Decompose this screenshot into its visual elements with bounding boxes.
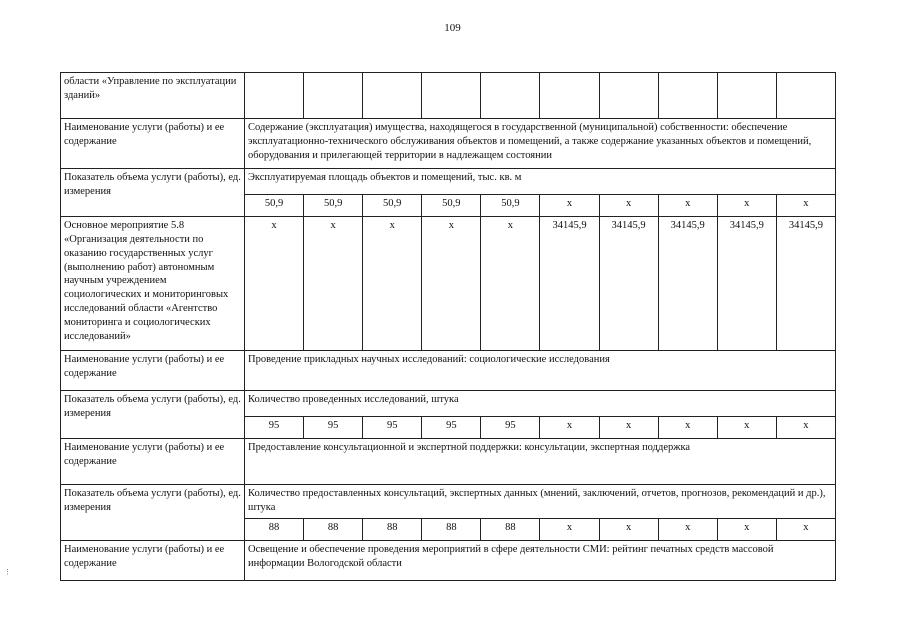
value-cell: х — [540, 417, 599, 439]
value-cell: х — [776, 195, 835, 217]
value-cell: 95 — [481, 417, 540, 439]
value-cell: х — [363, 217, 422, 351]
service-content: Содержание (эксплуатация) имущества, находящегося в государственной (муниципальной) собственности: обеспечение эксплуатационно-технического обслуживания объектов и помещений, а также содержание указанных объектов и помещений, оборудования и прилегающей территории в надлежащем состоянии — [245, 119, 836, 169]
scan-edge-mark: ⋮ — [4, 568, 11, 576]
value-cell: х — [422, 217, 481, 351]
indicator-name: Количество проведенных исследований, штука — [245, 391, 836, 417]
empty-cell — [481, 73, 540, 119]
table-row — [61, 73, 836, 119]
value-cell: 88 — [245, 519, 304, 541]
row-label: Наименование услуги (работы) и ее содержание — [61, 351, 245, 391]
indicator-name: Эксплуатируемая площадь объектов и помещений, тыс. кв. м — [245, 169, 836, 195]
value-cell: х — [717, 417, 776, 439]
value-cell: 34145,9 — [658, 217, 717, 351]
value-cell: 95 — [245, 417, 304, 439]
value-cell: х — [245, 217, 304, 351]
table-row — [61, 439, 836, 485]
value-cell: 50,9 — [245, 195, 304, 217]
row-label: Показатель объема услуги (работы), ед. измерения — [61, 485, 245, 541]
table-row — [61, 391, 836, 417]
value-cell: х — [717, 519, 776, 541]
value-cell: х — [599, 519, 658, 541]
value-cell: 95 — [422, 417, 481, 439]
value-cell: х — [717, 195, 776, 217]
row-label: Показатель объема услуги (работы), ед. измерения — [61, 391, 245, 439]
value-cell: 50,9 — [363, 195, 422, 217]
value-cell: х — [540, 519, 599, 541]
table-row — [61, 169, 836, 195]
empty-cell — [540, 73, 599, 119]
indicator-name: Количество предоставленных консультаций, экспертных данных (мнений, заключений, отчетов, прогнозов, рекомендаций и др.), штука — [245, 485, 836, 519]
row-label: Наименование услуги (работы) и ее содержание — [61, 119, 245, 169]
table-row — [61, 217, 836, 351]
value-cell: х — [658, 417, 717, 439]
value-cell: х — [540, 195, 599, 217]
value-cell: 88 — [304, 519, 363, 541]
page-number: 109 — [444, 22, 461, 34]
value-cell: 95 — [304, 417, 363, 439]
empty-cell — [658, 73, 717, 119]
service-content: Освещение и обеспечение проведения мероприятий в сфере деятельности СМИ: рейтинг печатных средств массовой информации Вологодской области — [245, 541, 836, 581]
empty-cell — [422, 73, 481, 119]
value-cell: 95 — [363, 417, 422, 439]
value-cell: х — [776, 519, 835, 541]
empty-cell — [776, 73, 835, 119]
table-row — [61, 541, 836, 581]
row-label: Наименование услуги (работы) и ее содержание — [61, 541, 245, 581]
table-row — [61, 351, 836, 391]
value-cell: 50,9 — [304, 195, 363, 217]
empty-cell — [245, 73, 304, 119]
value-cell: 88 — [481, 519, 540, 541]
table-body — [61, 73, 836, 581]
empty-cell — [304, 73, 363, 119]
empty-cell — [717, 73, 776, 119]
table-row — [61, 485, 836, 519]
service-content: Проведение прикладных научных исследований: социологические исследования — [245, 351, 836, 391]
value-cell: х — [599, 417, 658, 439]
value-cell: 34145,9 — [599, 217, 658, 351]
value-cell: 34145,9 — [717, 217, 776, 351]
value-cell: х — [481, 217, 540, 351]
row-label: Показатель объема услуги (работы), ед. измерения — [61, 169, 245, 217]
empty-cell — [363, 73, 422, 119]
value-cell: 50,9 — [422, 195, 481, 217]
row-label: области «Управление по эксплуатации зданий» — [61, 73, 245, 119]
value-cell: 34145,9 — [776, 217, 835, 351]
value-cell: х — [776, 417, 835, 439]
empty-cell — [599, 73, 658, 119]
value-cell: х — [658, 195, 717, 217]
value-cell: 88 — [422, 519, 481, 541]
table-row — [61, 119, 836, 169]
row-label: Наименование услуги (работы) и ее содержание — [61, 439, 245, 485]
value-cell: 50,9 — [481, 195, 540, 217]
value-cell: 34145,9 — [540, 217, 599, 351]
program-table — [60, 72, 836, 581]
row-label: Основное мероприятие 5.8 «Организация деятельности по оказанию государственных услуг (выполнению работ) автономным научным учреждением социологических и мониторинговых исследований области «Агентство мониторинга и социологических исследований» — [61, 217, 245, 351]
service-content: Предоставление консультационной и экспертной поддержки: консультации, экспертная поддержка — [245, 439, 836, 485]
value-cell: х — [658, 519, 717, 541]
value-cell: х — [599, 195, 658, 217]
value-cell: х — [304, 217, 363, 351]
value-cell: 88 — [363, 519, 422, 541]
